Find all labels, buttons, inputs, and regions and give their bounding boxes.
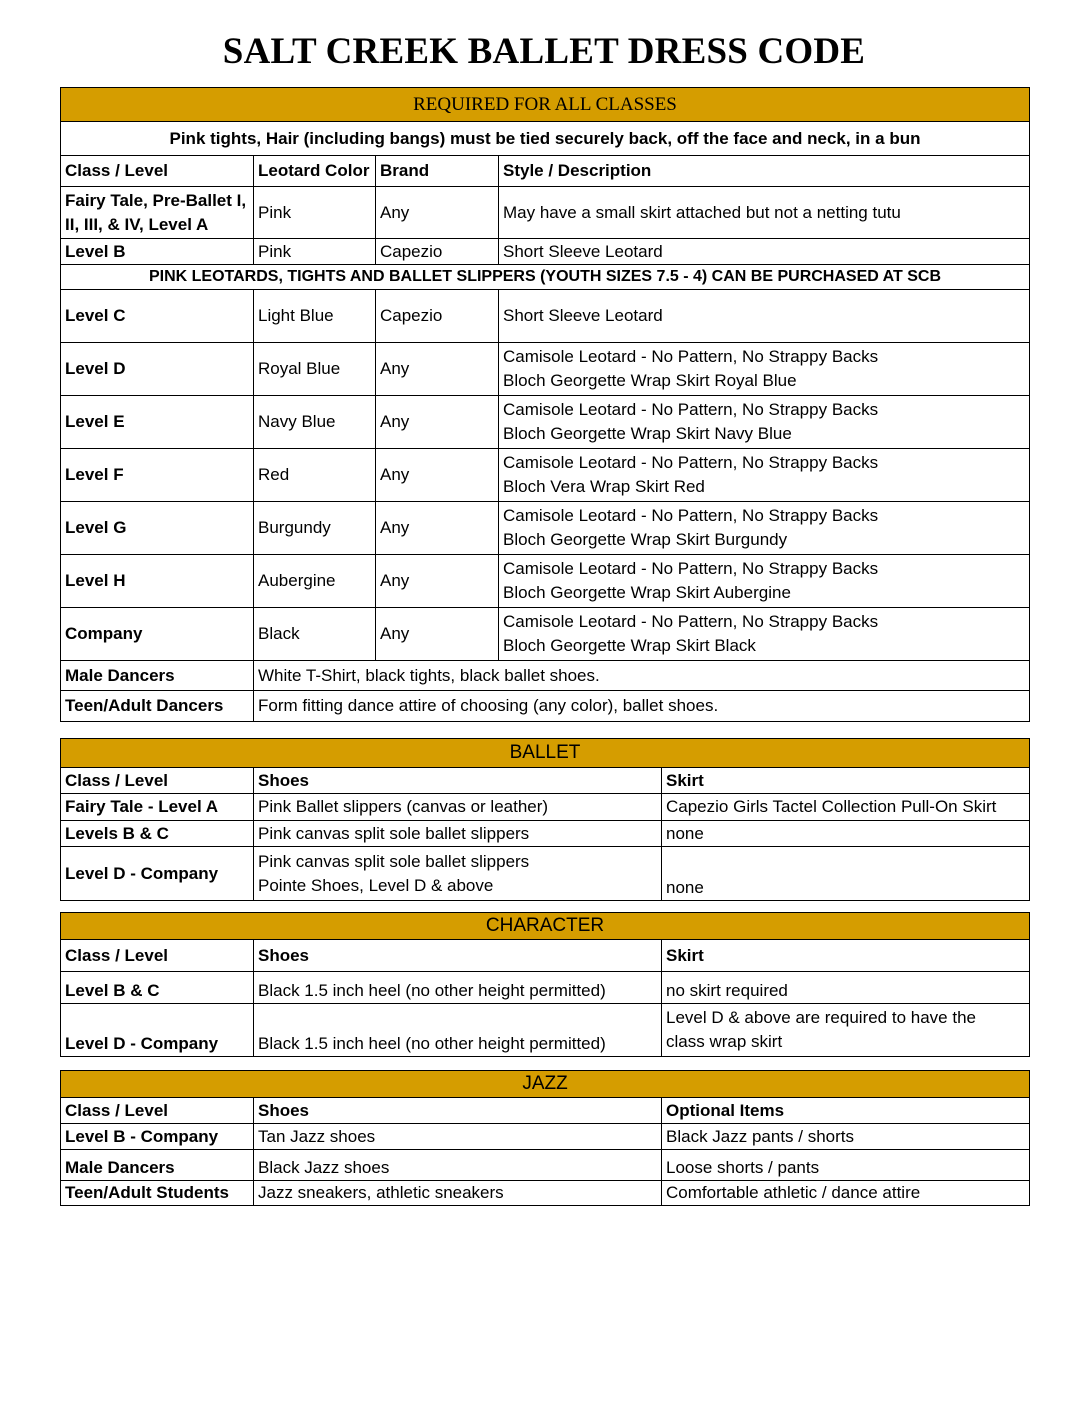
table-row: [61, 1150, 1030, 1181]
column-header: Shoes: [254, 768, 662, 794]
style-description: Short Sleeve Leotard: [499, 290, 1030, 343]
table-row: [61, 847, 1030, 901]
table-row: [61, 608, 1030, 661]
column-header: Skirt: [662, 940, 1030, 972]
table-row: [61, 1181, 1030, 1206]
column-header-row: [61, 156, 1030, 187]
style-description: [499, 343, 1030, 396]
table-row: [61, 821, 1030, 847]
column-header: Shoes: [254, 1098, 662, 1124]
brand: Any: [376, 502, 499, 555]
brand: Capezio: [376, 290, 499, 343]
attire-description: White T-Shirt, black tights, black ballet shoes.: [254, 661, 1030, 691]
style-line: Bloch Georgette Wrap Skirt Burgundy: [503, 530, 788, 549]
section-header: [61, 88, 1030, 122]
brand: Any: [376, 343, 499, 396]
style-line: Camisole Leotard - No Pattern, No Strappy Backs: [503, 453, 879, 472]
style-description: [499, 502, 1030, 555]
table-row: [61, 661, 1030, 691]
table-row: [61, 396, 1030, 449]
column-header: Style / Description: [499, 156, 1030, 187]
table-row: [61, 290, 1030, 343]
shoes: Pink Ballet slippers (canvas or leather): [254, 794, 662, 821]
column-header-row: [61, 940, 1030, 972]
style-line: Camisole Leotard - No Pattern, No Strappy Backs: [503, 506, 879, 525]
section-header: [61, 739, 1030, 768]
brand: Any: [376, 187, 499, 239]
leotard-color: Royal Blue: [254, 343, 376, 396]
table-row: [61, 449, 1030, 502]
table-row: [61, 502, 1030, 555]
column-header: Class / Level: [61, 768, 254, 794]
shoes: [254, 847, 662, 901]
class-level: Fairy Tale, Pre-Ballet I, II, III, & IV, Level A: [61, 187, 254, 239]
required-note: Pink tights, Hair (including bangs) must be tied securely back, off the face and neck, in a bun: [61, 122, 1030, 156]
jazz-header: JAZZ: [61, 1071, 1030, 1098]
character-header: CHARACTER: [61, 913, 1030, 940]
leotard-color: Burgundy: [254, 502, 376, 555]
class-level: Level B - Company: [61, 1124, 254, 1150]
class-level: Teen/Adult Students: [61, 1181, 254, 1206]
style-line: Camisole Leotard - No Pattern, No Strappy Backs: [503, 347, 879, 366]
leotard-color: Navy Blue: [254, 396, 376, 449]
style-line: Bloch Georgette Wrap Skirt Navy Blue: [503, 424, 792, 443]
brand: Capezio: [376, 239, 499, 265]
class-level: Level G: [61, 502, 254, 555]
brand: Any: [376, 555, 499, 608]
leotard-color: Pink: [254, 187, 376, 239]
optional-items: Black Jazz pants / shorts: [662, 1124, 1030, 1150]
required-header: REQUIRED FOR ALL CLASSES: [61, 88, 1030, 122]
class-level: Level D - Company: [61, 847, 254, 901]
class-level: Male Dancers: [61, 661, 254, 691]
section-header: [61, 913, 1030, 940]
style-line: Bloch Georgette Wrap Skirt Aubergine: [503, 583, 791, 602]
class-level: Level D - Company: [61, 1004, 254, 1057]
class-level: Level B & C: [61, 972, 254, 1004]
character-table: [60, 912, 1030, 1057]
shoes: Black 1.5 inch heel (no other height permitted): [254, 972, 662, 1004]
skirt-line: Level D & above are required to have the: [666, 1008, 976, 1027]
class-level: Level E: [61, 396, 254, 449]
style-line: Camisole Leotard - No Pattern, No Strappy Backs: [503, 400, 879, 419]
purchase-note: PINK LEOTARDS, TIGHTS AND BALLET SLIPPERS (YOUTH SIZES 7.5 - 4) CAN BE PURCHASED AT SCB: [61, 265, 1030, 290]
skirt-line: class wrap skirt: [666, 1032, 783, 1051]
class-level: Male Dancers: [61, 1150, 254, 1181]
table-row: [61, 1004, 1030, 1057]
table-row: [61, 187, 1030, 239]
required-table: [60, 87, 1030, 722]
skirt: no skirt required: [662, 972, 1030, 1004]
column-header-row: [61, 768, 1030, 794]
brand: Any: [376, 396, 499, 449]
leotard-color: Aubergine: [254, 555, 376, 608]
ballet-header: BALLET: [61, 739, 1030, 768]
column-header: Shoes: [254, 940, 662, 972]
table-row: [61, 691, 1030, 722]
optional-items: Comfortable athletic / dance attire: [662, 1181, 1030, 1206]
style-description: [499, 555, 1030, 608]
leotard-color: Black: [254, 608, 376, 661]
column-header: Brand: [376, 156, 499, 187]
column-header: Leotard Color: [254, 156, 376, 187]
table-row: [61, 972, 1030, 1004]
style-description: May have a small skirt attached but not a netting tutu: [499, 187, 1030, 239]
leotard-color: Red: [254, 449, 376, 502]
class-level: Fairy Tale - Level A: [61, 794, 254, 821]
attire-description: Form fitting dance attire of choosing (any color), ballet shoes.: [254, 691, 1030, 722]
style-description: [499, 396, 1030, 449]
brand: Any: [376, 449, 499, 502]
column-header: Class / Level: [61, 940, 254, 972]
style-line: Bloch Georgette Wrap Skirt Black: [503, 636, 756, 655]
column-header-row: [61, 1098, 1030, 1124]
style-line: Bloch Georgette Wrap Skirt Royal Blue: [503, 371, 797, 390]
style-line: Camisole Leotard - No Pattern, No Strappy Backs: [503, 612, 879, 631]
class-level: Teen/Adult Dancers: [61, 691, 254, 722]
shoes: Black Jazz shoes: [254, 1150, 662, 1181]
class-level: Level D: [61, 343, 254, 396]
brand: Any: [376, 608, 499, 661]
table-row: [61, 343, 1030, 396]
section-header: [61, 1071, 1030, 1098]
ballet-table: [60, 738, 1030, 901]
shoes: Tan Jazz shoes: [254, 1124, 662, 1150]
class-level: Level H: [61, 555, 254, 608]
skirt: [662, 1004, 1030, 1057]
table-row: [61, 1124, 1030, 1150]
jazz-table: [60, 1070, 1030, 1206]
skirt: none: [662, 847, 1030, 901]
class-level: Level F: [61, 449, 254, 502]
leotard-color: Light Blue: [254, 290, 376, 343]
skirt: none: [662, 821, 1030, 847]
style-line: Bloch Vera Wrap Skirt Red: [503, 477, 705, 496]
table-row: [61, 555, 1030, 608]
column-header: Optional Items: [662, 1098, 1030, 1124]
class-level: Levels B & C: [61, 821, 254, 847]
style-description: [499, 608, 1030, 661]
leotard-color: Pink: [254, 239, 376, 265]
class-level: Company: [61, 608, 254, 661]
table-row: [61, 239, 1030, 265]
page-title: SALT CREEK BALLET DRESS CODE: [222, 31, 866, 72]
shoes: Pink canvas split sole ballet slippers: [254, 821, 662, 847]
shoes: Jazz sneakers, athletic sneakers: [254, 1181, 662, 1206]
style-description: [499, 449, 1030, 502]
shoes: Black 1.5 inch heel (no other height permitted): [254, 1004, 662, 1057]
optional-items: Loose shorts / pants: [662, 1150, 1030, 1181]
skirt: Capezio Girls Tactel Collection Pull-On Skirt: [662, 794, 1030, 821]
column-header: Class / Level: [61, 156, 254, 187]
shoes-line: Pointe Shoes, Level D & above: [258, 875, 494, 895]
column-header: Class / Level: [61, 1098, 254, 1124]
style-description: Short Sleeve Leotard: [499, 239, 1030, 265]
column-header: Skirt: [662, 768, 1030, 794]
table-row: [61, 794, 1030, 821]
class-level: Level C: [61, 290, 254, 343]
class-level: Level B: [61, 239, 254, 265]
style-line: Camisole Leotard - No Pattern, No Strappy Backs: [503, 559, 879, 578]
shoes-line: Pink canvas split sole ballet slippers: [258, 851, 530, 871]
